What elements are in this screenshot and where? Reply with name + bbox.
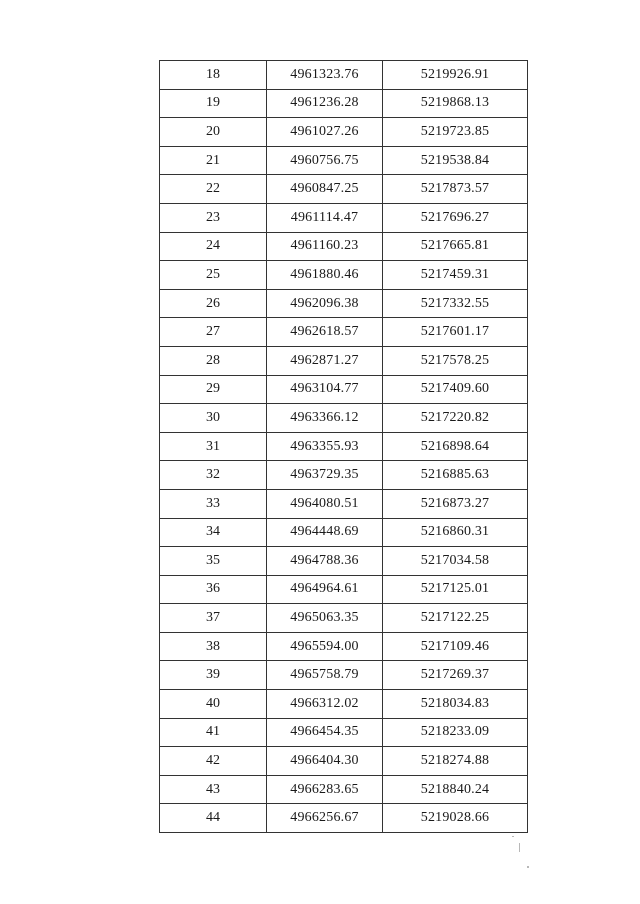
x-coordinate-cell: 4966312.02	[267, 690, 383, 719]
table-row	[160, 661, 528, 690]
table-row	[160, 461, 528, 490]
x-coordinate-cell: 4962096.38	[267, 289, 383, 318]
y-coordinate-cell: 5217269.37	[383, 661, 528, 690]
point-number-cell: 30	[160, 404, 267, 433]
point-number-cell: 42	[160, 747, 267, 776]
point-number-cell: 36	[160, 575, 267, 604]
table-row	[160, 575, 528, 604]
point-number-cell: 29	[160, 375, 267, 404]
table-row	[160, 804, 528, 833]
coordinate-table	[159, 60, 528, 833]
coordinate-table-body	[160, 61, 528, 833]
table-row	[160, 118, 528, 147]
y-coordinate-cell: 5218274.88	[383, 747, 528, 776]
table-row	[160, 89, 528, 118]
y-coordinate-cell: 5217220.82	[383, 404, 528, 433]
table-row	[160, 61, 528, 90]
y-coordinate-cell: 5217109.46	[383, 632, 528, 661]
point-number-cell: 35	[160, 547, 267, 576]
point-number-cell: 19	[160, 89, 267, 118]
x-coordinate-cell: 4965594.00	[267, 632, 383, 661]
x-coordinate-cell: 4966404.30	[267, 747, 383, 776]
x-coordinate-cell: 4960847.25	[267, 175, 383, 204]
point-number-cell: 20	[160, 118, 267, 147]
table-row	[160, 375, 528, 404]
table-row	[160, 632, 528, 661]
point-number-cell: 38	[160, 632, 267, 661]
table-row	[160, 261, 528, 290]
y-coordinate-cell: 5219028.66	[383, 804, 528, 833]
point-number-cell: 31	[160, 432, 267, 461]
y-coordinate-cell: 5217122.25	[383, 604, 528, 633]
table-row	[160, 289, 528, 318]
y-coordinate-cell: 5217459.31	[383, 261, 528, 290]
point-number-cell: 21	[160, 146, 267, 175]
x-coordinate-cell: 4961027.26	[267, 118, 383, 147]
x-coordinate-cell: 4961880.46	[267, 261, 383, 290]
table-row	[160, 432, 528, 461]
table-row	[160, 175, 528, 204]
y-coordinate-cell: 5218840.24	[383, 775, 528, 804]
y-coordinate-cell: 5216898.64	[383, 432, 528, 461]
table-row	[160, 690, 528, 719]
point-number-cell: 40	[160, 690, 267, 719]
y-coordinate-cell: 5217034.58	[383, 547, 528, 576]
scan-speck	[527, 866, 529, 868]
table-row	[160, 489, 528, 518]
y-coordinate-cell: 5216873.27	[383, 489, 528, 518]
x-coordinate-cell: 4962618.57	[267, 318, 383, 347]
point-number-cell: 32	[160, 461, 267, 490]
y-coordinate-cell: 5217125.01	[383, 575, 528, 604]
point-number-cell: 27	[160, 318, 267, 347]
x-coordinate-cell: 4966256.67	[267, 804, 383, 833]
scan-speck	[519, 843, 520, 852]
x-coordinate-cell: 4963355.93	[267, 432, 383, 461]
table-row	[160, 547, 528, 576]
table-row	[160, 518, 528, 547]
x-coordinate-cell: 4960756.75	[267, 146, 383, 175]
x-coordinate-cell: 4965758.79	[267, 661, 383, 690]
y-coordinate-cell: 5218034.83	[383, 690, 528, 719]
x-coordinate-cell: 4961323.76	[267, 61, 383, 90]
y-coordinate-cell: 5219926.91	[383, 61, 528, 90]
point-number-cell: 34	[160, 518, 267, 547]
x-coordinate-cell: 4964788.36	[267, 547, 383, 576]
table-row	[160, 747, 528, 776]
table-row	[160, 232, 528, 261]
point-number-cell: 33	[160, 489, 267, 518]
x-coordinate-cell: 4962871.27	[267, 346, 383, 375]
x-coordinate-cell: 4963104.77	[267, 375, 383, 404]
y-coordinate-cell: 5217578.25	[383, 346, 528, 375]
point-number-cell: 39	[160, 661, 267, 690]
y-coordinate-cell: 5216885.63	[383, 461, 528, 490]
y-coordinate-cell: 5217665.81	[383, 232, 528, 261]
y-coordinate-cell: 5217601.17	[383, 318, 528, 347]
point-number-cell: 24	[160, 232, 267, 261]
x-coordinate-cell: 4964448.69	[267, 518, 383, 547]
y-coordinate-cell: 5219538.84	[383, 146, 528, 175]
x-coordinate-cell: 4961236.28	[267, 89, 383, 118]
table-row	[160, 146, 528, 175]
table-row	[160, 346, 528, 375]
table-row	[160, 203, 528, 232]
point-number-cell: 41	[160, 718, 267, 747]
point-number-cell: 23	[160, 203, 267, 232]
table-row	[160, 318, 528, 347]
x-coordinate-cell: 4964964.61	[267, 575, 383, 604]
x-coordinate-cell: 4961160.23	[267, 232, 383, 261]
y-coordinate-cell: 5218233.09	[383, 718, 528, 747]
y-coordinate-cell: 5216860.31	[383, 518, 528, 547]
point-number-cell: 37	[160, 604, 267, 633]
table-row	[160, 718, 528, 747]
point-number-cell: 44	[160, 804, 267, 833]
table-row	[160, 775, 528, 804]
point-number-cell: 28	[160, 346, 267, 375]
scan-speck	[512, 836, 514, 837]
y-coordinate-cell: 5217873.57	[383, 175, 528, 204]
x-coordinate-cell: 4963729.35	[267, 461, 383, 490]
x-coordinate-cell: 4965063.35	[267, 604, 383, 633]
y-coordinate-cell: 5217332.55	[383, 289, 528, 318]
table-row	[160, 404, 528, 433]
x-coordinate-cell: 4966454.35	[267, 718, 383, 747]
x-coordinate-cell: 4963366.12	[267, 404, 383, 433]
point-number-cell: 22	[160, 175, 267, 204]
y-coordinate-cell: 5219868.13	[383, 89, 528, 118]
point-number-cell: 25	[160, 261, 267, 290]
y-coordinate-cell: 5217696.27	[383, 203, 528, 232]
y-coordinate-cell: 5217409.60	[383, 375, 528, 404]
table-row	[160, 604, 528, 633]
y-coordinate-cell: 5219723.85	[383, 118, 528, 147]
point-number-cell: 18	[160, 61, 267, 90]
x-coordinate-cell: 4966283.65	[267, 775, 383, 804]
point-number-cell: 26	[160, 289, 267, 318]
x-coordinate-cell: 4964080.51	[267, 489, 383, 518]
point-number-cell: 43	[160, 775, 267, 804]
x-coordinate-cell: 4961114.47	[267, 203, 383, 232]
